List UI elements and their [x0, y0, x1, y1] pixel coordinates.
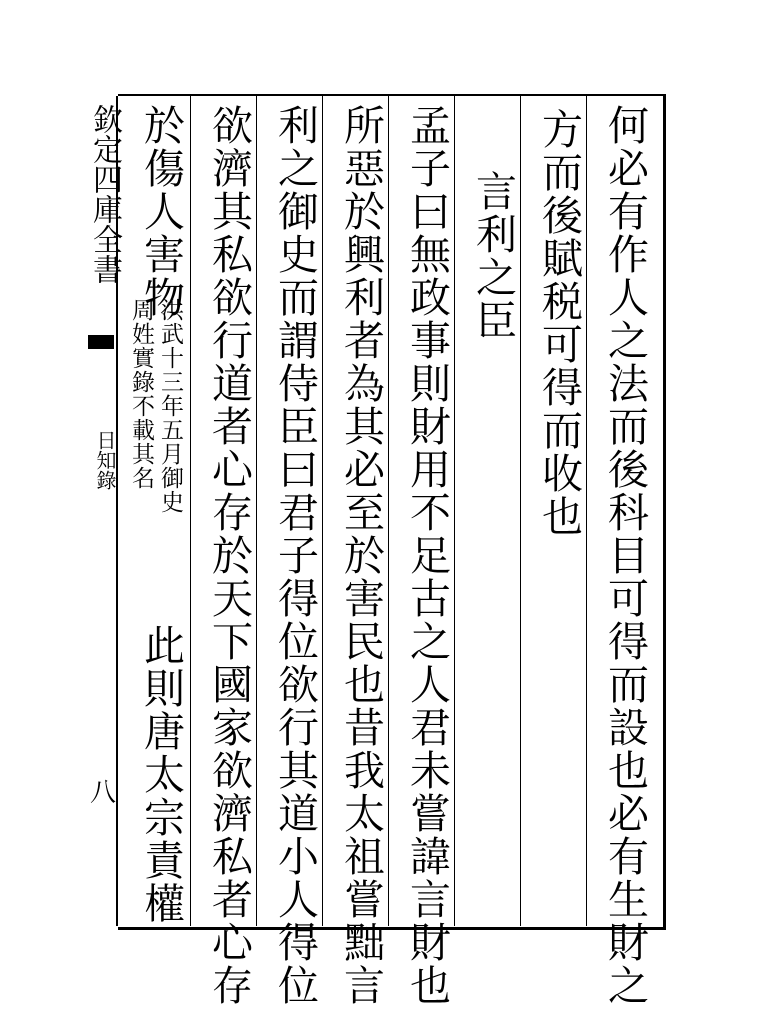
margin-book-title: 日知錄 [93, 430, 117, 490]
column-rule [388, 96, 389, 926]
text-column-7: 欲濟其私欲行道者心存於天下國家欲濟私者心存 [205, 104, 253, 1007]
fishtail-mark [88, 335, 114, 349]
annotation-left: 周姓實錄不載其名 [128, 298, 154, 490]
column-rule [190, 96, 191, 926]
annotation-right: 洪武十三年五月御史 [157, 298, 183, 514]
text-column-5: 所惡於興利者為其必至於害民也昔我太祖嘗黜言 [337, 104, 385, 1007]
column-rule [322, 96, 323, 926]
page-number: 八 [90, 778, 117, 808]
text-column-2: 方而後賦税可得而收也 [535, 108, 583, 538]
text-column-4: 孟子曰無政事則財用不足古之人君未嘗諱言財也 [403, 104, 451, 1007]
margin-collection-title: 欽定四庫全書 [87, 104, 122, 284]
text-column-6: 利之御史而謂侍臣曰君子得位欲行其道小人得位 [271, 104, 319, 1007]
column-rule [520, 96, 521, 926]
column-rule [256, 96, 257, 926]
column-rule [586, 96, 587, 926]
text-column-8-top: 於傷人害物 [137, 104, 185, 319]
text-column-1: 何必有作人之法而後科目可得而設也必有生財之 [601, 104, 649, 1007]
section-heading: 言利之臣 [469, 170, 517, 342]
text-column-8-bottom: 此則唐太宗責權 [137, 624, 185, 925]
column-rule [454, 96, 455, 926]
